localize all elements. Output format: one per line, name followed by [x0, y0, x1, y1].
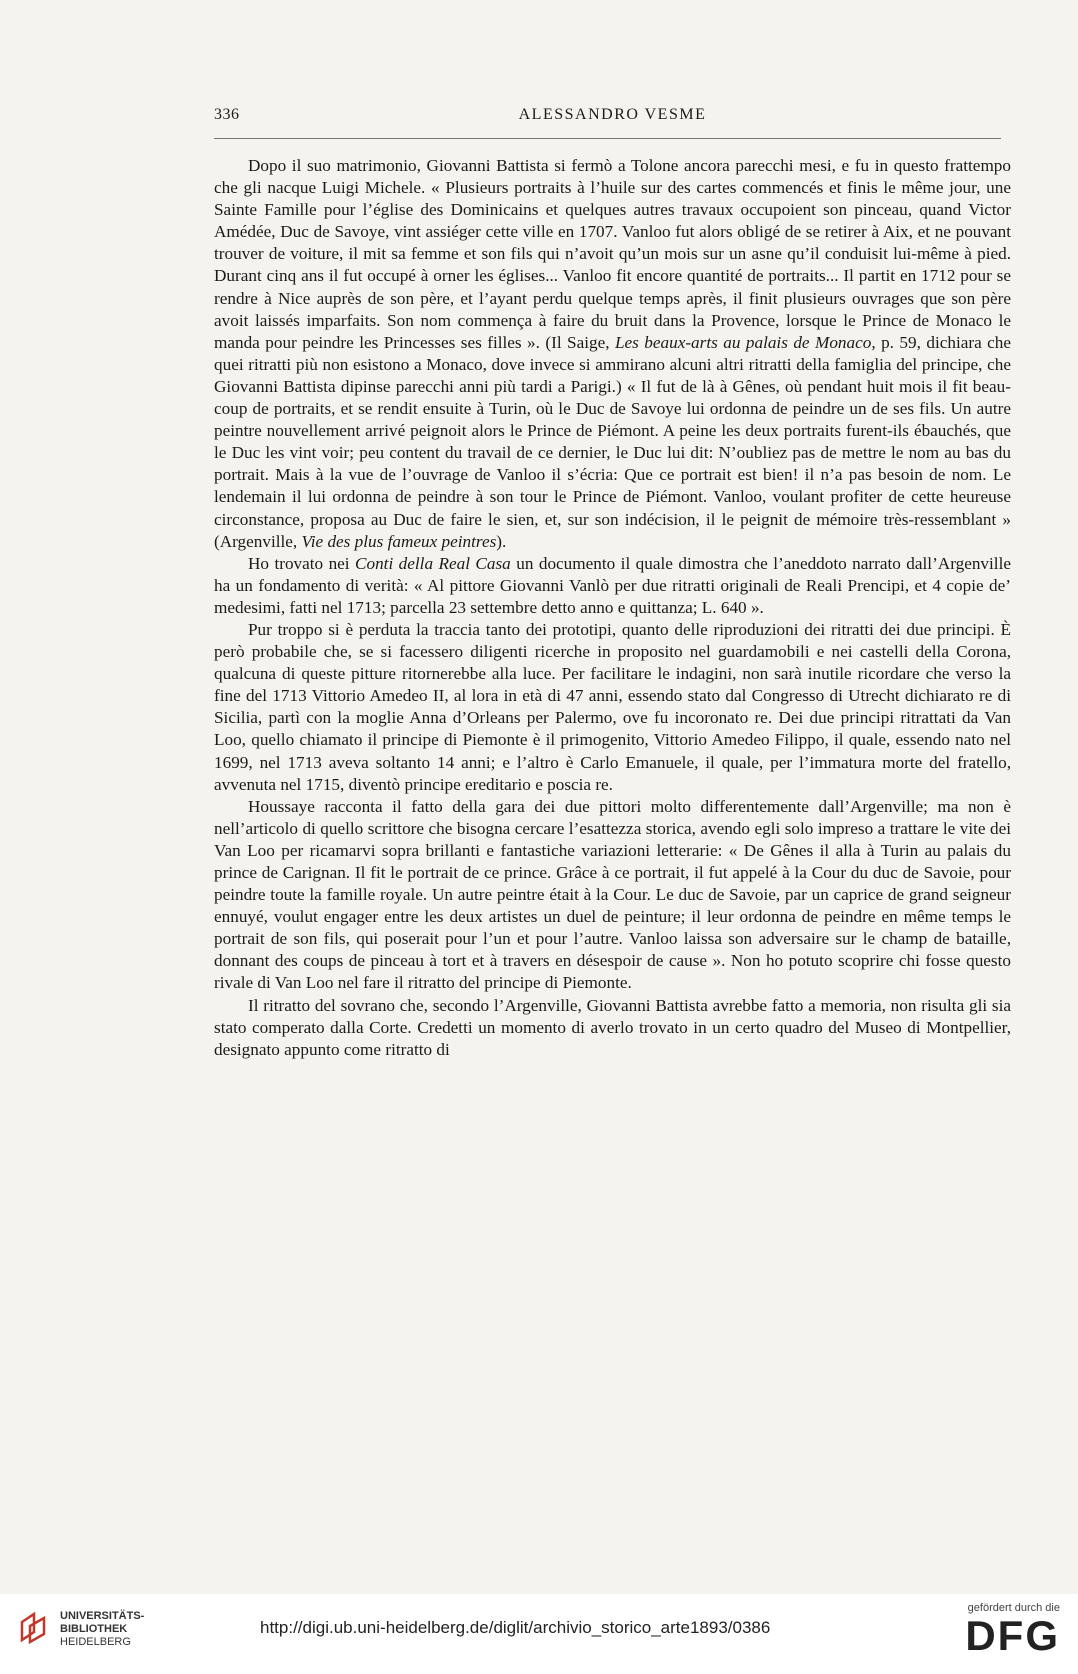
running-title: ALESSANDRO VESME — [518, 106, 707, 123]
sponsor-text: gefördert durch die — [967, 1602, 1060, 1614]
page-header — [214, 106, 1011, 132]
library-name: UNIVERSITÄTS- BIBLIOTHEK HEIDELBERG — [60, 1610, 145, 1648]
paragraph-1: Dopo il suo matrimonio, Giovanni Battista si fermò a Tolone ancora parecchi mesi, e fu in questo frattempo che gli nacque Luigi Michele. « Plusieurs portraits à l’huile sur des cartes commencés et finis le même jour, une Sainte Famille pour l’église des Dominicains et quelques autres travaux occupoient son pinceau, quand Victor Amédée, Duc de Savoye, vint assiéger cette ville en 1707. Vanloo fut alors obligé de se retirer à Aix, et ne pouvant trouver de voiture, il mit sa femme et son fils qui n’avoit qu’un mois sur un asne qu’il conduisit lui-même à pied. Durant cinq ans il fut occupé à orner les églises... Vanloo fit encore quantité de portraits... Il partit en 1712 pour se rendre à Nice auprès de son père, et l’ayant perdu quelque temps après, il finit plusieurs ouvrages que son père avoit laissés imparfaits. Son nom commença à faire du bruit dans la Provence, lorsque le Prince de Monaco le manda pour peindre les Princesses ses filles ». (Il Saige, Les beaux-arts au palais de Monaco, p. 59, dichiara che quei ritratti più non esistono a Monaco, dove invece si ammirano alcuni altri ritratti della famiglia del principe, che Giovanni Battista dipinse parecchi anni più tardi a Parigi.) « Il fut de là à Gênes, où pendant huit mois il fit beaucoup de portraits, et se rendit ensuite à Turin, où le Duc de Savoye lui ordonna de peindre un de ses fils. Un autre peintre nouvellement arrivé peignoit alors le Prince de Piémont. A peine les deux portraits furent-ils ébauchés, que le Duc les vint voir; peu content du travail de ce dernier, le Duc lui dit: N’oubliez pas de mettre le nom au bas du portrait. Mais à la vue de l’ouvrage de Vanloo il s’écria: Que ce portrait est bien! il n’a pas besoin de nom. Le lendemain il lui ordonna de peindre à son tour le Prince de Piémont. Vanloo, voulant profiter de cette heureuse circonstance, proposa au Duc de faire le sien, et, sur son indécision, il le peignit de mémoire très-ressemblant » (Argenville, Vie des plus fameux peintres). — [214, 156, 1011, 551]
body-text — [214, 155, 1011, 1061]
paragraph-2: Ho trovato nei Conti della Real Casa un documento il quale dimostra che l’aneddoto narrato dall’Argenville ha un fondamento di verità: « Al pittore Giovanni Vanlò per due ritratti originali de Reali Prencipi, et 4 copie de’ medesimi, fatti nel 1713; parcella 23 settembre detto anno e quittanza; L. 640 ». — [214, 553, 1011, 617]
header-rule — [214, 138, 1001, 139]
paragraph-4: Houssaye racconta il fatto della gara dei due pittori molto differentemente dall’Argenville; ma non è nell’articolo di quello scrittore che bisogna cercare l’esattezza storica, avendo egli solo impreso a trattare le vite dei Van Loo per ricamarvi sopra brillanti e fantastiche variazioni letterarie: « De Gênes il alla à Turin au palais du prince de Carignan. Il fit le portrait de ce prince. Grâce à ce portrait, il fut appelé à la Cour du duc de Savoie, pour peindre toute la famille royale. Un autre peintre était à la Cour. Le duc de Savoie, par un caprice de grand seigneur ennuyé, voulut engager entre les deux artistes un duel de peinture; il leur ordonna de peindre en même temps le portrait de son fils, qui poserait pour l’un et pour l’autre. Vanloo laissa son adversaire sur le champ de bataille, donnant des coups de pinceau à tort et à travers en désespoir de cause ». Non ho potuto scoprire chi fosse questo rivale di Van Loo nel fare il ritratto del principe di Piemonte. — [214, 796, 1011, 993]
paragraph-3: Pur troppo si è perduta la traccia tanto dei prototipi, quanto delle riproduzioni dei ritratti dei due principi. È però probabile che, se si facessero diligenti ricerche in proposito nel guardamobili e nei castelli della Corona, qualcuna di queste pitture ritornerebbe alla luce. Per facilitare le indagini, non sarà inutile ricordare che verso la fine del 1713 Vittorio Amedeo II, al lora in età di 47 anni, essendo stato dal Congresso di Utrecht dichiarato re di Sicilia, partì con la moglie Anna d’Orleans per Palermo, ove fu incoronato re. Dei due principi ritrattati da Van Loo, quello chiamato il principe di Piemonte è il primogenito, Vittorio Amedeo Filippo, il quale, essendo nato nel 1699, nel 1713 aveva soltanto 14 anni; e l’altro è Carlo Emanuele, il quale, per l’immatura morte del fratello, avvenuta nel 1715, diventò principe ereditario e poscia re. — [214, 619, 1011, 794]
page-number: 336 — [214, 106, 240, 123]
footer-bar — [0, 1594, 1078, 1674]
italic-title: Les beaux-arts au palais de Monaco, — [614, 332, 876, 352]
source-url-link[interactable]: http://digi.ub.uni-heidelberg.de/diglit/archivio_storico_arte1893/0386 — [260, 1618, 771, 1637]
dfg-logo: DFG — [965, 1612, 1060, 1659]
library-logo-icon — [18, 1610, 52, 1644]
italic-title: Conti della Real Casa — [355, 553, 511, 573]
sponsor-block — [940, 1602, 1060, 1658]
paragraph-5: Il ritratto del sovrano che, secondo l’Argenville, Giovanni Battista avrebbe fatto a memoria, non risulta gli sia stato comperato dalla Corte. Credetti un momento di averlo trovato in un certo quadro del Museo di Montpellier, designato appunto come ritratto di — [214, 995, 1011, 1059]
italic-title: Vie des plus fameux peintres — [301, 531, 497, 551]
